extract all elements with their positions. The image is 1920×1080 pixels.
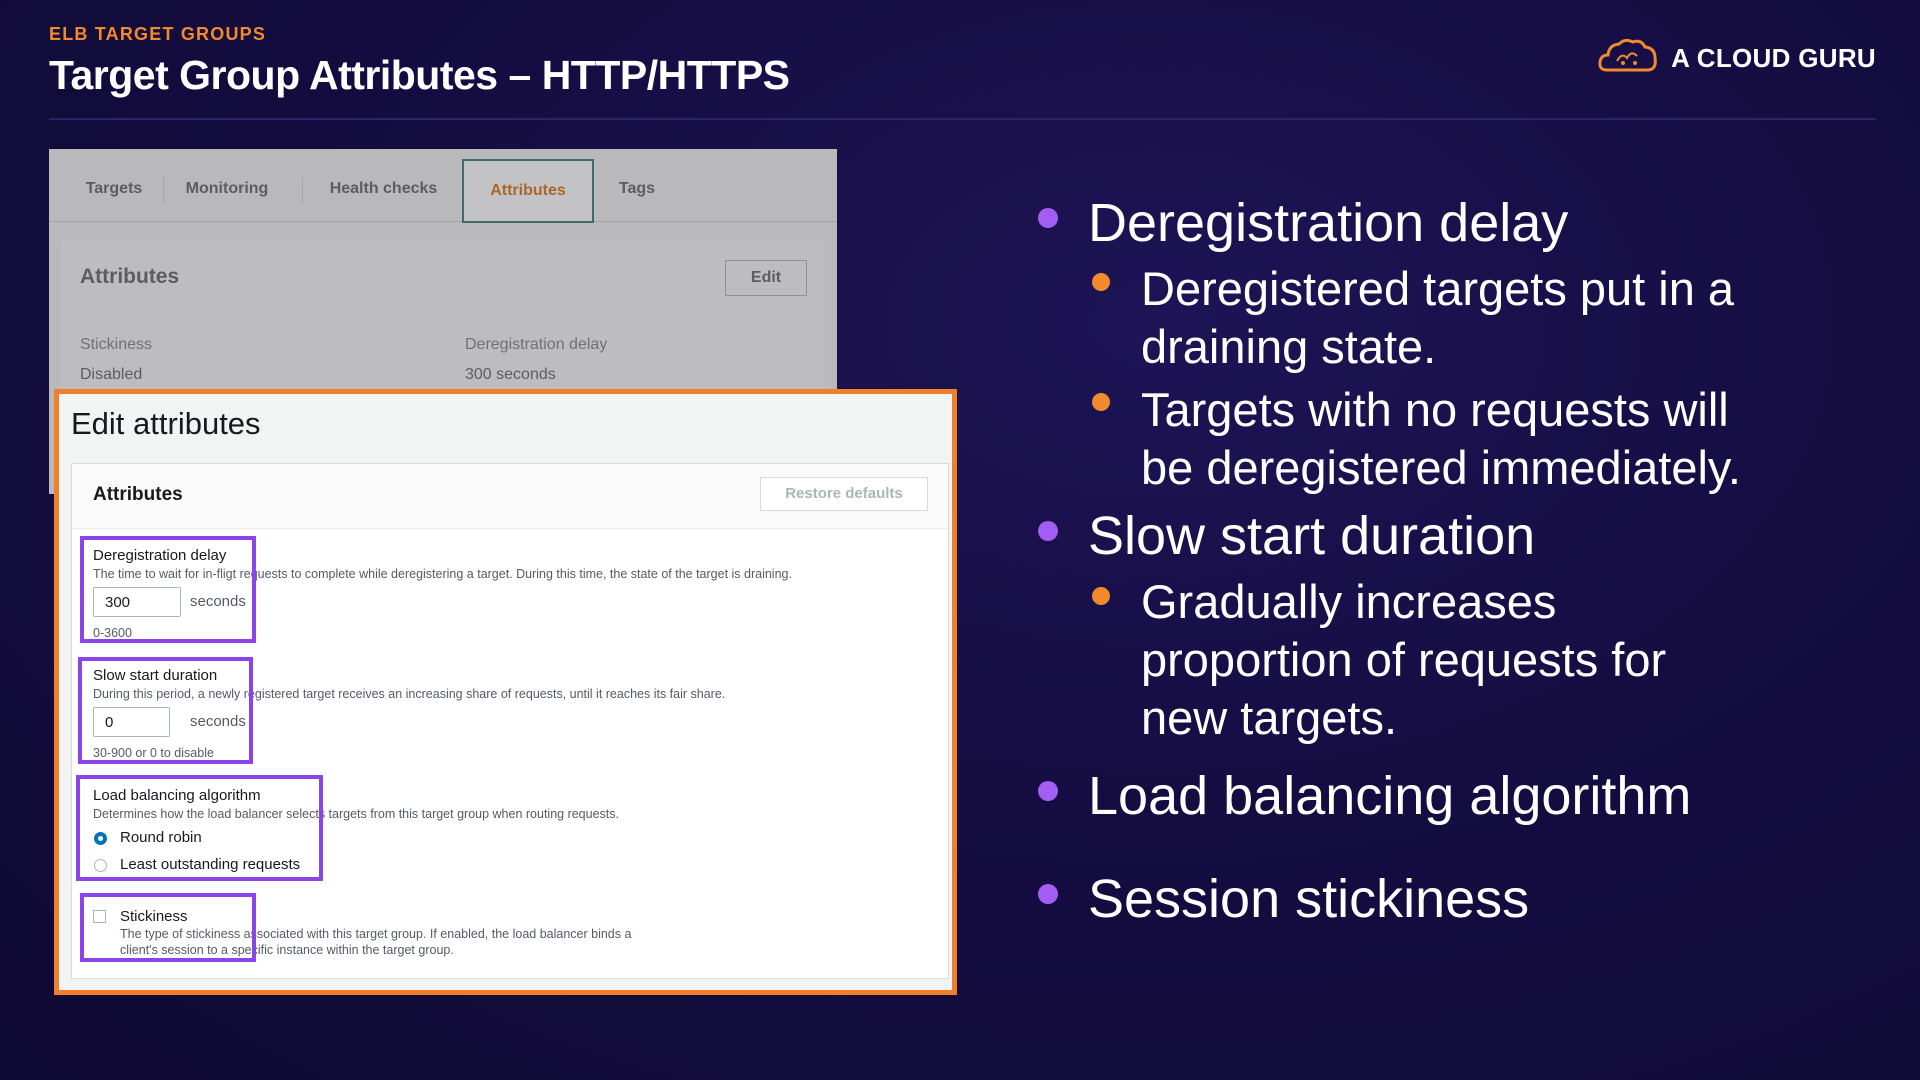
header-divider: [49, 118, 1876, 120]
bullet-deregistration-delay: Deregistration delay: [1088, 193, 1569, 253]
form-header: [72, 464, 948, 529]
deregistration-delay-label: Deregistration delay: [465, 336, 608, 353]
tab-health-checks[interactable]: Health checks: [329, 180, 438, 197]
tab-attributes[interactable]: Attributes: [462, 159, 594, 223]
algorithm-description: Determines how the load balancer selects targets from this target group when routing requests.: [93, 807, 619, 821]
slow-start-label: Slow start duration: [93, 667, 218, 684]
bullet-session-stickiness: Session stickiness: [1088, 869, 1530, 929]
least-outstanding-label[interactable]: Least outstanding requests: [120, 856, 301, 873]
brand-name: A CLOUD GURU: [1671, 43, 1876, 73]
edit-button[interactable]: Edit: [725, 260, 807, 296]
slow-start-input[interactable]: 0: [93, 707, 170, 737]
stickiness-value: Disabled: [80, 366, 143, 383]
slow-start-range: 30-900 or 0 to disable: [93, 746, 214, 760]
section-eyebrow: ELB TARGET GROUPS: [49, 24, 267, 44]
stickiness-description: The type of stickiness associated with this target group. If enabled, the load balancer binds a: [120, 927, 632, 941]
deregistration-delay-input[interactable]: 300: [93, 587, 181, 617]
algorithm-highlight: [76, 775, 323, 881]
bullet-load-balancing: Load balancing algorithm: [1088, 766, 1692, 826]
deregistration-delay-description: The time to wait for in-fligt requests to complete while deregistering a target. During this time, the state of the target is draining.: [93, 567, 792, 581]
slow-start-highlight: [78, 657, 253, 764]
tab-targets[interactable]: Targets: [85, 180, 143, 197]
bullet-dot: [1038, 884, 1058, 904]
tab-monitoring[interactable]: Monitoring: [185, 180, 269, 197]
brand-logo: [1597, 36, 1876, 81]
sub-bullet-draining: Deregistered targets put in a draining state.: [1141, 262, 1735, 373]
stickiness-label: Stickiness: [80, 336, 153, 353]
slow-start-unit: seconds: [190, 713, 246, 730]
deregistration-delay-value: 300 seconds: [465, 366, 556, 383]
form-title: Attributes: [93, 484, 183, 505]
bullet-slow-start: Slow start duration: [1088, 506, 1536, 566]
stickiness-highlight: [80, 893, 256, 962]
sub-bullet-dot: [1092, 273, 1110, 291]
slow-start-description: During this period, a newly registered target receives an increasing share of requests, until it reaches its fair share.: [93, 687, 726, 701]
deregistration-delay-unit: seconds: [190, 593, 246, 610]
sub-bullet-dot: [1092, 393, 1110, 411]
cloud-logo-icon: [1597, 36, 1659, 81]
stickiness-label[interactable]: Stickiness: [120, 908, 188, 925]
restore-defaults-button[interactable]: Restore defaults: [760, 477, 928, 511]
dialog-title: Edit attributes: [71, 406, 261, 441]
algorithm-label: Load balancing algorithm: [93, 787, 261, 804]
sub-bullet-gradual: Gradually increases proportion of requests for new targets.: [1141, 575, 1667, 744]
tab-divider: [163, 177, 164, 203]
tab-bar: [49, 149, 837, 222]
bullet-dot: [1038, 208, 1058, 228]
round-robin-label[interactable]: Round robin: [120, 829, 202, 846]
tab-tags[interactable]: Tags: [618, 180, 656, 197]
bullet-dot: [1038, 521, 1058, 541]
sub-bullet-no-requests: Targets with no requests will be deregistered immediately.: [1141, 383, 1741, 494]
bullet-dot: [1038, 781, 1058, 801]
deregistration-delay-highlight: [80, 536, 256, 643]
deregistration-delay-range: 0-3600: [93, 626, 132, 640]
sub-bullet-dot: [1092, 587, 1110, 605]
slide-title: Target Group Attributes – HTTP/HTTPS: [49, 52, 790, 98]
deregistration-delay-label: Deregistration delay: [93, 547, 227, 564]
tab-divider: [302, 177, 303, 203]
card-title: Attributes: [80, 265, 180, 288]
stickiness-description-line2: client's session to a specific instance within the target group.: [120, 943, 454, 957]
